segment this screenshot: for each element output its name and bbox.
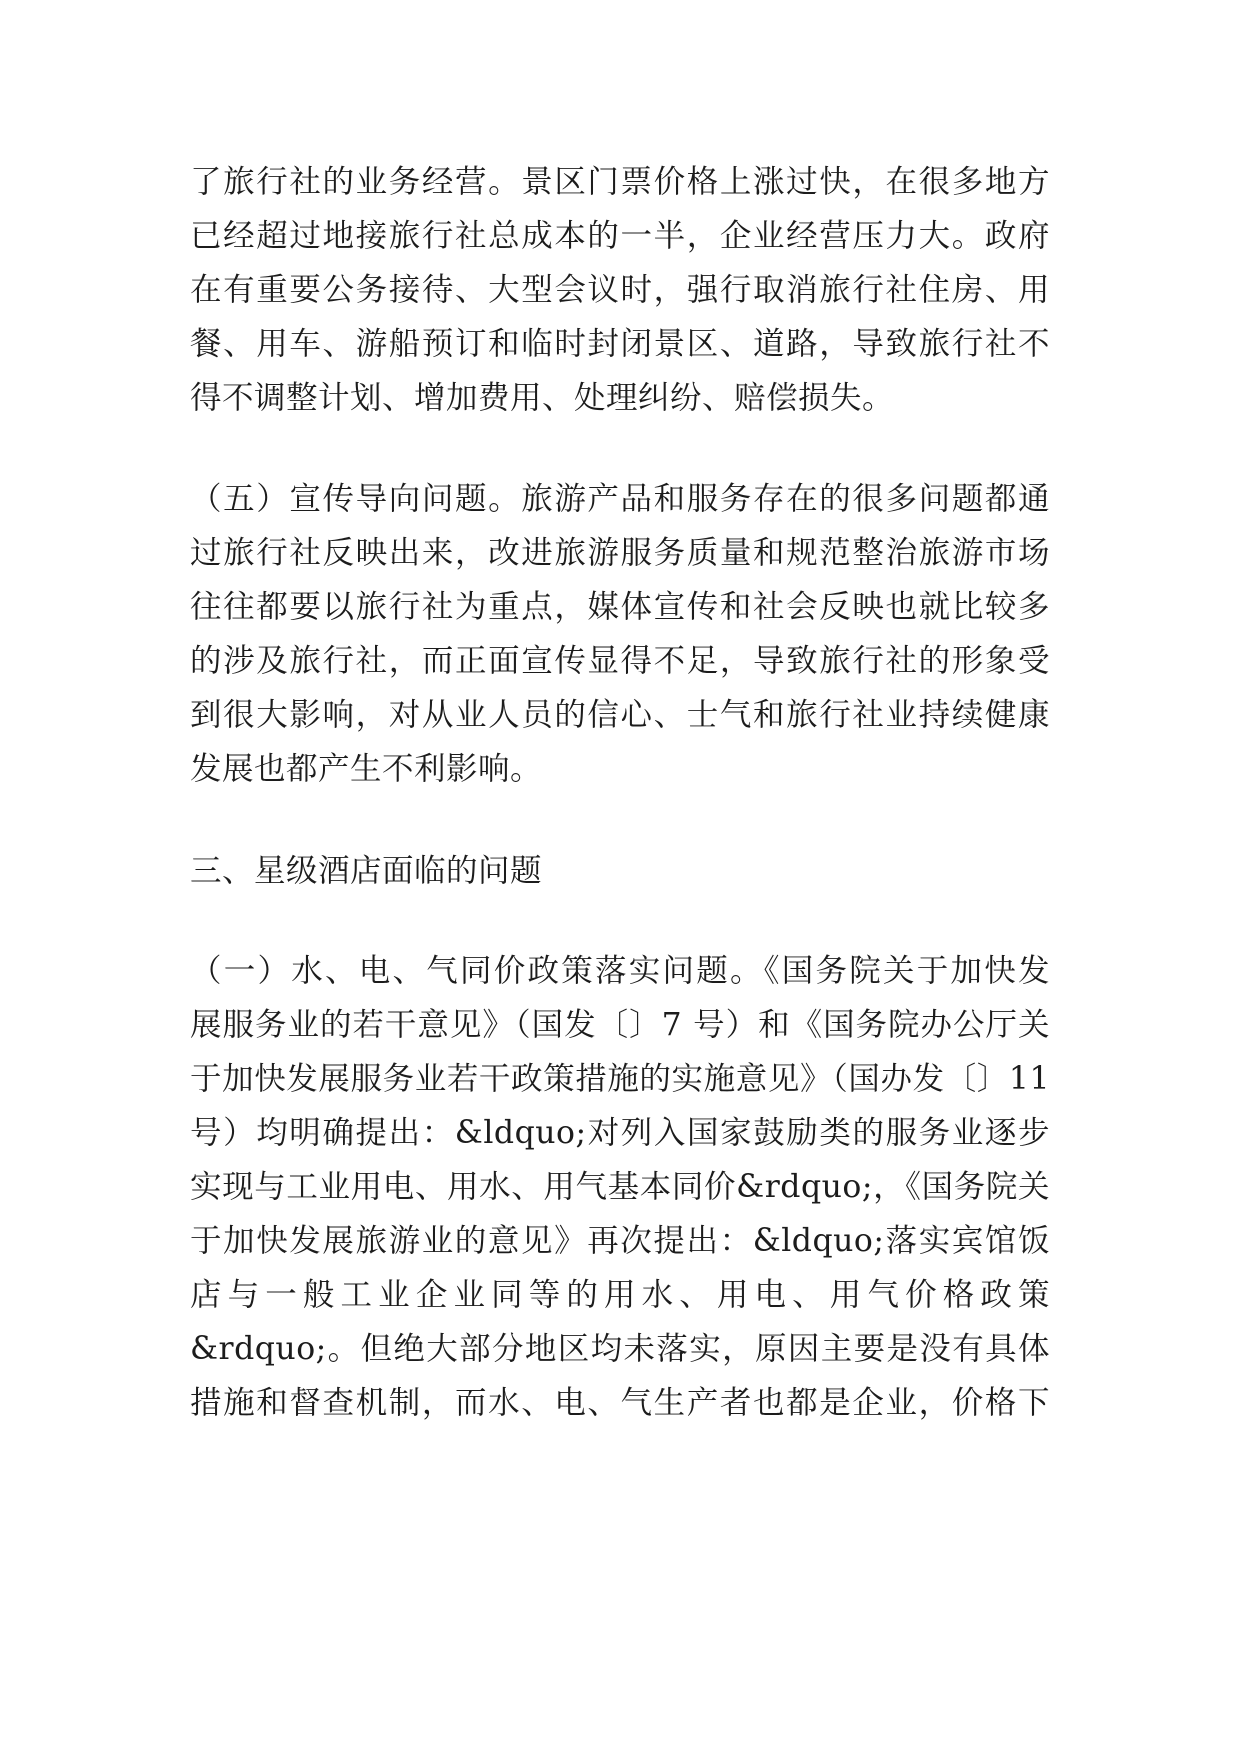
section-heading: 三、星级酒店面临的问题	[190, 853, 543, 889]
paragraph-line: 往往都要以旅行社为重点，媒体宣传和社会反映也就比较多	[190, 589, 1050, 625]
paragraph-line: 得不调整计划、增加费用、处理纠纷、赔偿损失。	[190, 380, 895, 416]
paragraph-line: 到很大影响，对从业人员的信心、士气和旅行社业持续健康	[190, 697, 1050, 733]
paragraph-line: 于加快发展服务业若干政策措施的实施意见》（国办发〔〕11	[190, 1061, 1050, 1097]
paragraph-line: 于加快发展旅游业的意见》再次提出：&ldquo;落实宾馆饭	[190, 1223, 1050, 1259]
paragraph-line: 措施和督查机制，而水、电、气生产者也都是企业，价格下	[190, 1385, 1050, 1421]
paragraph-line: 展服务业的若干意见》（国发〔〕7 号）和《国务院办公厅关	[190, 1007, 1050, 1043]
paragraph-line: 店与一般工业企业同等的用水、用电、用气价格政策	[190, 1277, 1050, 1313]
paragraph-line: 过旅行社反映出来，改进旅游服务质量和规范整治旅游市场	[190, 535, 1050, 571]
paragraph-line: 餐、用车、游船预订和临时封闭景区、道路，导致旅行社不	[190, 326, 1050, 362]
paragraph-line: &rdquo;。但绝大部分地区均未落实，原因主要是没有具体	[190, 1331, 1050, 1367]
paragraph-line: （一）水、电、气同价政策落实问题。《国务院关于加快发	[190, 953, 1050, 989]
paragraph-line: 发展也都产生不利影响。	[190, 751, 543, 787]
paragraph-line: 了旅行社的业务经营。景区门票价格上涨过快，在很多地方	[190, 164, 1050, 200]
paragraph-line: 在有重要公务接待、大型会议时，强行取消旅行社住房、用	[190, 272, 1050, 308]
paragraph-line: （五）宣传导向问题。旅游产品和服务存在的很多问题都通	[190, 481, 1050, 517]
paragraph-line: 已经超过地接旅行社总成本的一半，企业经营压力大。政府	[190, 218, 1050, 254]
paragraph-line: 的涉及旅行社，而正面宣传显得不足，导致旅行社的形象受	[190, 643, 1050, 679]
paragraph-line: 号）均明确提出：&ldquo;对列入国家鼓励类的服务业逐步	[190, 1115, 1050, 1151]
paragraph-line: 实现与工业用电、用水、用气基本同价&rdquo;，《国务院关	[190, 1169, 1050, 1205]
